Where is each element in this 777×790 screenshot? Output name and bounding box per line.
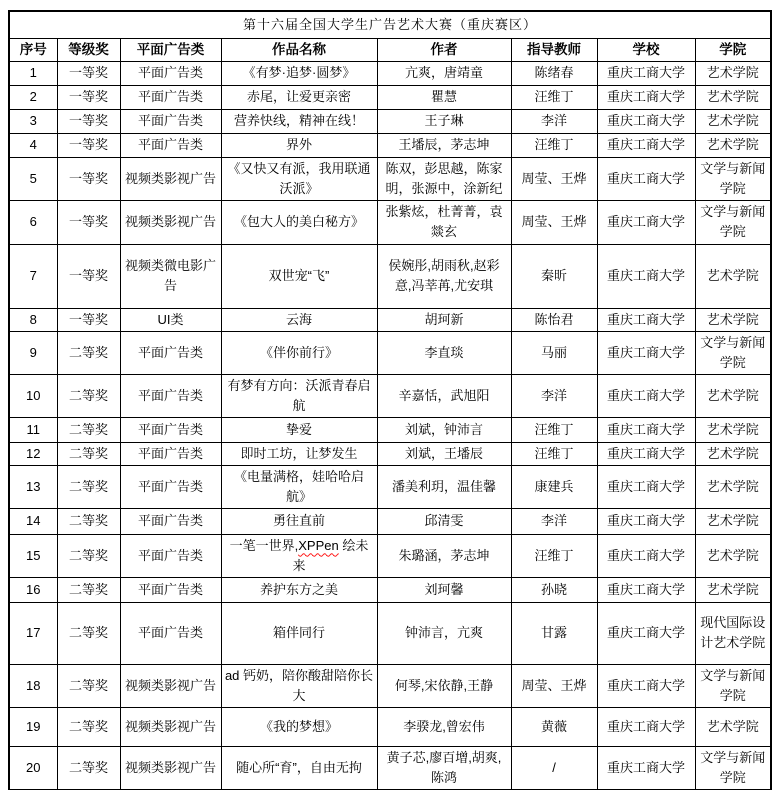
cell-work-title: 随心所“育”，自由无拘 [221,746,377,790]
cell-serial: 9 [9,331,57,374]
cell-school: 重庆工商大学 [597,200,695,244]
cell-category: 视频类影视广告 [120,200,221,244]
cell-authors: 王墦辰，茅志坤 [377,133,511,157]
column-header-authors: 作者 [377,38,511,61]
cell-award-level: 二等奖 [57,508,120,534]
cell-college: 艺术学院 [695,417,771,442]
cell-advisor: 汪维丁 [511,417,597,442]
cell-college: 艺术学院 [695,374,771,417]
cell-serial: 1 [9,61,57,85]
cell-advisor: 李洋 [511,109,597,133]
cell-advisor: 孙晓 [511,577,597,602]
table-row [9,465,771,508]
cell-advisor: 陈怡君 [511,308,597,331]
cell-award-level: 二等奖 [57,577,120,602]
cell-award-level: 一等奖 [57,61,120,85]
cell-authors: 瞿慧 [377,85,511,109]
cell-serial: 20 [9,746,57,790]
cell-school: 重庆工商大学 [597,417,695,442]
cell-award-level: 一等奖 [57,109,120,133]
cell-award-level: 一等奖 [57,200,120,244]
cell-award-level: 二等奖 [57,465,120,508]
table-row [9,200,771,244]
cell-work-title: 勇往直前 [221,508,377,534]
cell-college: 现代国际设计艺术学院 [695,602,771,664]
cell-award-level: 二等奖 [57,534,120,577]
table-row [9,85,771,109]
cell-college: 艺术学院 [695,577,771,602]
cell-work-title: 即时工坊，让梦发生 [221,442,377,465]
cell-award-level: 一等奖 [57,85,120,109]
column-header-award-level: 等级奖 [57,38,120,61]
cell-category: UI类 [120,308,221,331]
table-row [9,707,771,746]
cell-award-level: 一等奖 [57,133,120,157]
cell-advisor: 黄薇 [511,707,597,746]
cell-award-level: 二等奖 [57,417,120,442]
cell-serial: 19 [9,707,57,746]
cell-work-title: 云海 [221,308,377,331]
cell-serial: 18 [9,664,57,707]
table-row [9,577,771,602]
award-table [8,10,772,790]
cell-award-level: 二等奖 [57,331,120,374]
table-row [9,244,771,308]
cell-school: 重庆工商大学 [597,664,695,707]
cell-college: 艺术学院 [695,707,771,746]
table-row [9,109,771,133]
cell-category: 平面广告类 [120,374,221,417]
cell-work-title: 《我的梦想》 [221,707,377,746]
table-row [9,417,771,442]
cell-advisor: 汪维丁 [511,442,597,465]
cell-advisor: 汪维丁 [511,534,597,577]
cell-authors: 张紫炫，杜菁菁，袁燚玄 [377,200,511,244]
cell-work-title: 《又快又有派，我用联通沃派》 [221,157,377,200]
cell-school: 重庆工商大学 [597,85,695,109]
cell-college: 文学与新闻学院 [695,157,771,200]
cell-school: 重庆工商大学 [597,331,695,374]
cell-authors: 侯婉彤,胡雨秋,赵彩意,冯莘苒,尤安琪 [377,244,511,308]
column-header-category: 平面广告类 [120,38,221,61]
table-row [9,308,771,331]
header-row [9,38,771,61]
cell-category: 平面广告类 [120,417,221,442]
cell-serial: 3 [9,109,57,133]
cell-advisor: 汪维丁 [511,85,597,109]
cell-category: 平面广告类 [120,534,221,577]
cell-category: 平面广告类 [120,133,221,157]
cell-authors: 刘斌，钟沛言 [377,417,511,442]
table-row [9,746,771,790]
cell-award-level: 二等奖 [57,746,120,790]
cell-category: 平面广告类 [120,577,221,602]
cell-work-title: 养护东方之美 [221,577,377,602]
cell-school: 重庆工商大学 [597,508,695,534]
cell-work-title: 双世宠“飞” [221,244,377,308]
cell-college: 文学与新闻学院 [695,331,771,374]
cell-work-title: 箱伴同行 [221,602,377,664]
cell-work-title: ad 钙奶，陪你酸甜陪你长大 [221,664,377,707]
cell-work-title: 营养快线，精神在线！ [221,109,377,133]
cell-work-title: 界外 [221,133,377,157]
cell-authors: 何琴,宋依静,王静 [377,664,511,707]
cell-work-title: 《电量满格，娃哈哈启航》 [221,465,377,508]
cell-advisor: 周莹、王烨 [511,157,597,200]
cell-advisor: 周莹、王烨 [511,200,597,244]
cell-serial: 7 [9,244,57,308]
cell-serial: 13 [9,465,57,508]
cell-work-title: 挚爱 [221,417,377,442]
cell-college: 艺术学院 [695,133,771,157]
column-header-college: 学院 [695,38,771,61]
cell-college: 艺术学院 [695,442,771,465]
cell-award-level: 二等奖 [57,707,120,746]
cell-authors: 陈双，彭思越，陈家明，张源中，涂新纪 [377,157,511,200]
cell-serial: 6 [9,200,57,244]
cell-award-level: 二等奖 [57,602,120,664]
cell-school: 重庆工商大学 [597,442,695,465]
cell-school: 重庆工商大学 [597,602,695,664]
cell-advisor: 李洋 [511,508,597,534]
cell-work-title: 有梦有方向：沃派青春启航 [221,374,377,417]
cell-category: 平面广告类 [120,465,221,508]
cell-college: 艺术学院 [695,244,771,308]
cell-category: 平面广告类 [120,331,221,374]
cell-authors: 黄子芯,廖百增,胡爽,陈鸿 [377,746,511,790]
cell-work-title: 《有梦·追梦·圆梦》 [221,61,377,85]
cell-category: 平面广告类 [120,508,221,534]
cell-category: 视频类影视广告 [120,664,221,707]
cell-award-level: 二等奖 [57,664,120,707]
cell-category: 视频类影视广告 [120,746,221,790]
cell-category: 平面广告类 [120,602,221,664]
cell-school: 重庆工商大学 [597,61,695,85]
column-header-serial: 序号 [9,38,57,61]
table-row [9,374,771,417]
cell-college: 艺术学院 [695,308,771,331]
cell-serial: 14 [9,508,57,534]
cell-award-level: 一等奖 [57,157,120,200]
table-row [9,534,771,577]
table-row [9,61,771,85]
cell-category: 平面广告类 [120,109,221,133]
cell-advisor: / [511,746,597,790]
cell-school: 重庆工商大学 [597,374,695,417]
page-title: 第十六届全国大学生广告艺术大赛（重庆赛区） [9,11,771,38]
cell-authors: 朱璐涵，茅志坤 [377,534,511,577]
cell-authors: 李直琰 [377,331,511,374]
cell-authors: 亢爽，唐靖童 [377,61,511,85]
cell-category: 视频类影视广告 [120,707,221,746]
cell-school: 重庆工商大学 [597,577,695,602]
table-row [9,133,771,157]
column-header-school: 学校 [597,38,695,61]
cell-advisor: 马丽 [511,331,597,374]
cell-serial: 10 [9,374,57,417]
cell-category: 平面广告类 [120,85,221,109]
table-row [9,664,771,707]
cell-advisor: 周莹、王烨 [511,664,597,707]
cell-school: 重庆工商大学 [597,534,695,577]
cell-school: 重庆工商大学 [597,244,695,308]
cell-college: 艺术学院 [695,85,771,109]
cell-advisor: 汪维丁 [511,133,597,157]
cell-school: 重庆工商大学 [597,746,695,790]
cell-authors: 王子琳 [377,109,511,133]
cell-work-title: 《伴你前行》 [221,331,377,374]
cell-authors: 李骙龙,曾宏伟 [377,707,511,746]
table-row [9,442,771,465]
cell-college: 艺术学院 [695,508,771,534]
table-row [9,331,771,374]
spellcheck-flagged-word: XPPen [298,537,339,553]
cell-serial: 5 [9,157,57,200]
cell-college: 艺术学院 [695,109,771,133]
cell-advisor: 秦昕 [511,244,597,308]
cell-authors: 辛嘉恬，武旭阳 [377,374,511,417]
cell-serial: 11 [9,417,57,442]
cell-school: 重庆工商大学 [597,109,695,133]
cell-award-level: 一等奖 [57,308,120,331]
table-row [9,508,771,534]
table-row [9,602,771,664]
cell-serial: 8 [9,308,57,331]
cell-work-title: 一笔一世界,XPPen 绘未来 [221,534,377,577]
cell-award-level: 二等奖 [57,442,120,465]
cell-college: 艺术学院 [695,534,771,577]
cell-college: 艺术学院 [695,61,771,85]
cell-serial: 16 [9,577,57,602]
cell-authors: 刘斌，王墦辰 [377,442,511,465]
cell-advisor: 甘露 [511,602,597,664]
cell-category: 平面广告类 [120,442,221,465]
cell-serial: 2 [9,85,57,109]
cell-college: 艺术学院 [695,465,771,508]
column-header-advisor: 指导教师 [511,38,597,61]
cell-school: 重庆工商大学 [597,707,695,746]
cell-advisor: 康建兵 [511,465,597,508]
cell-school: 重庆工商大学 [597,308,695,331]
cell-college: 文学与新闻学院 [695,200,771,244]
title-row [9,11,771,38]
cell-authors: 邱清雯 [377,508,511,534]
cell-school: 重庆工商大学 [597,465,695,508]
cell-category: 平面广告类 [120,61,221,85]
cell-authors: 刘珂馨 [377,577,511,602]
cell-serial: 17 [9,602,57,664]
cell-college: 文学与新闻学院 [695,664,771,707]
cell-award-level: 一等奖 [57,244,120,308]
cell-advisor: 李洋 [511,374,597,417]
table-row [9,157,771,200]
cell-work-title: 《包大人的美白秘方》 [221,200,377,244]
cell-advisor: 陈绪春 [511,61,597,85]
cell-work-title: 赤尾，让爱更亲密 [221,85,377,109]
cell-college: 文学与新闻学院 [695,746,771,790]
cell-authors: 潘美利玥，温佳馨 [377,465,511,508]
cell-category: 视频类微电影广告 [120,244,221,308]
cell-category: 视频类影视广告 [120,157,221,200]
cell-serial: 15 [9,534,57,577]
cell-authors: 钟沛言，亢爽 [377,602,511,664]
column-header-work-title: 作品名称 [221,38,377,61]
cell-school: 重庆工商大学 [597,133,695,157]
cell-award-level: 二等奖 [57,374,120,417]
cell-serial: 12 [9,442,57,465]
cell-school: 重庆工商大学 [597,157,695,200]
cell-serial: 4 [9,133,57,157]
cell-authors: 胡珂新 [377,308,511,331]
